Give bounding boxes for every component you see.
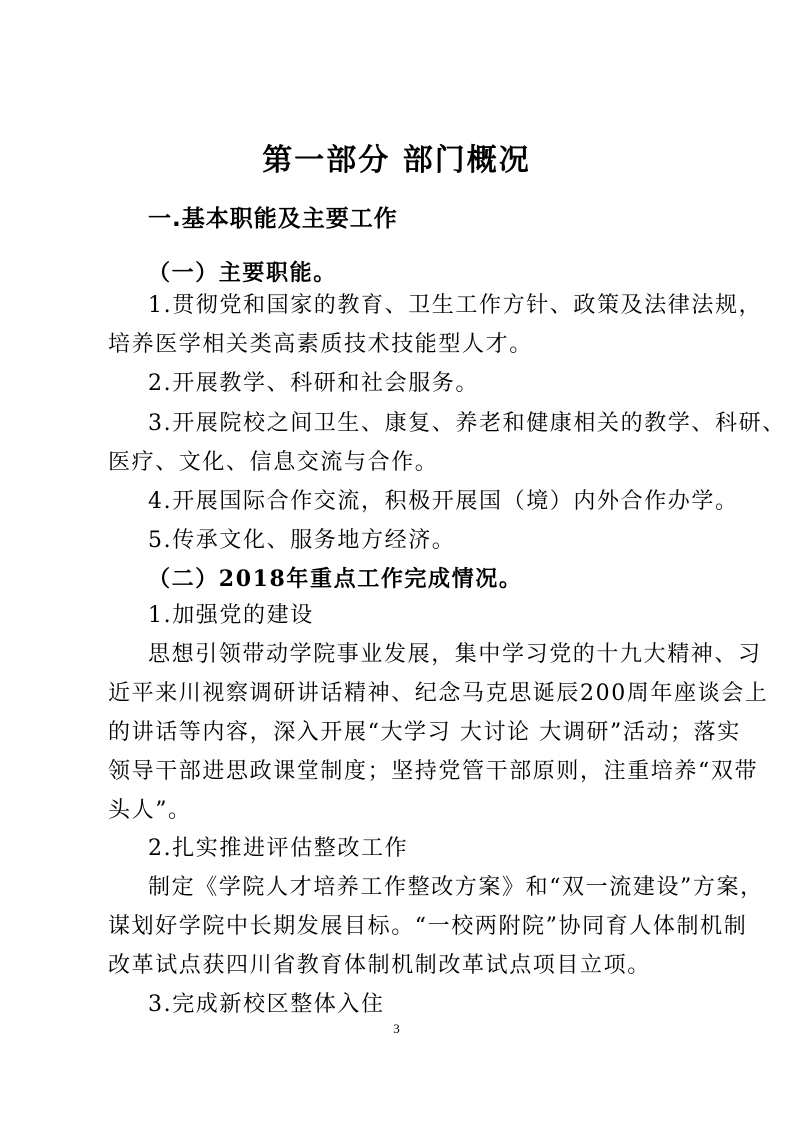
page-number: 3 <box>393 1021 400 1036</box>
item1-body-line-4: 领导干部进思政课堂制度；坚持党管干部原则，注重培养“双带 <box>108 759 759 784</box>
duty-line-2: 培养医学相关类高素质技术技能型人才。 <box>108 332 533 357</box>
item1-body-line-1: 思想引领带动学院事业发展，集中学习党的十九大精神、习 <box>148 642 762 667</box>
duty-line-1: 1.贯彻党和国家的教育、卫生工作方针、政策及法律法规， <box>148 293 763 318</box>
item2-body-line-3: 改革试点获四川省教育体制机制改革试点项目立项。 <box>108 953 651 978</box>
subsection-heading-2018-work: （二）2018年重点工作完成情况。 <box>148 566 523 592</box>
duty-line-5: 医疗、文化、信息交流与合作。 <box>108 450 439 475</box>
section-heading-basic-functions: 一.基本职能及主要工作 <box>148 206 398 232</box>
item2-body-line-1: 制定《学院人才培养工作整改方案》和“双一流建设”方案， <box>148 875 764 900</box>
subsection-heading-main-functions: （一）主要职能。 <box>148 260 337 286</box>
item-title-party-building: 1.加强党的建设 <box>148 603 314 628</box>
duty-line-3: 2.开展教学、科研和社会服务。 <box>148 371 479 396</box>
item2-body-line-2: 谋划好学院中长期发展目标。“一校两附院”协同育人体制机制 <box>108 914 748 939</box>
duty-line-4: 3.开展院校之间卫生、康复、养老和健康相关的教学、科研、 <box>148 411 786 436</box>
item1-body-line-3: 的讲话等内容，深入开展“大学习 大讨论 大调研”活动；落实 <box>108 720 741 745</box>
duty-line-6: 4.开展国际合作交流，积极开展国（境）内外合作办学。 <box>148 489 739 514</box>
duty-line-7: 5.传承文化、服务地方经济。 <box>148 528 456 553</box>
page-title: 第一部分 部门概况 <box>262 143 531 178</box>
item-title-new-campus: 3.完成新校区整体入住 <box>148 992 385 1017</box>
item1-body-line-2: 近平来川视察调研讲话精神、纪念马克思诞辰200周年座谈会上 <box>108 681 769 706</box>
item1-body-line-5: 头人”。 <box>108 798 192 823</box>
item-title-evaluation: 2.扎实推进评估整改工作 <box>148 836 409 861</box>
